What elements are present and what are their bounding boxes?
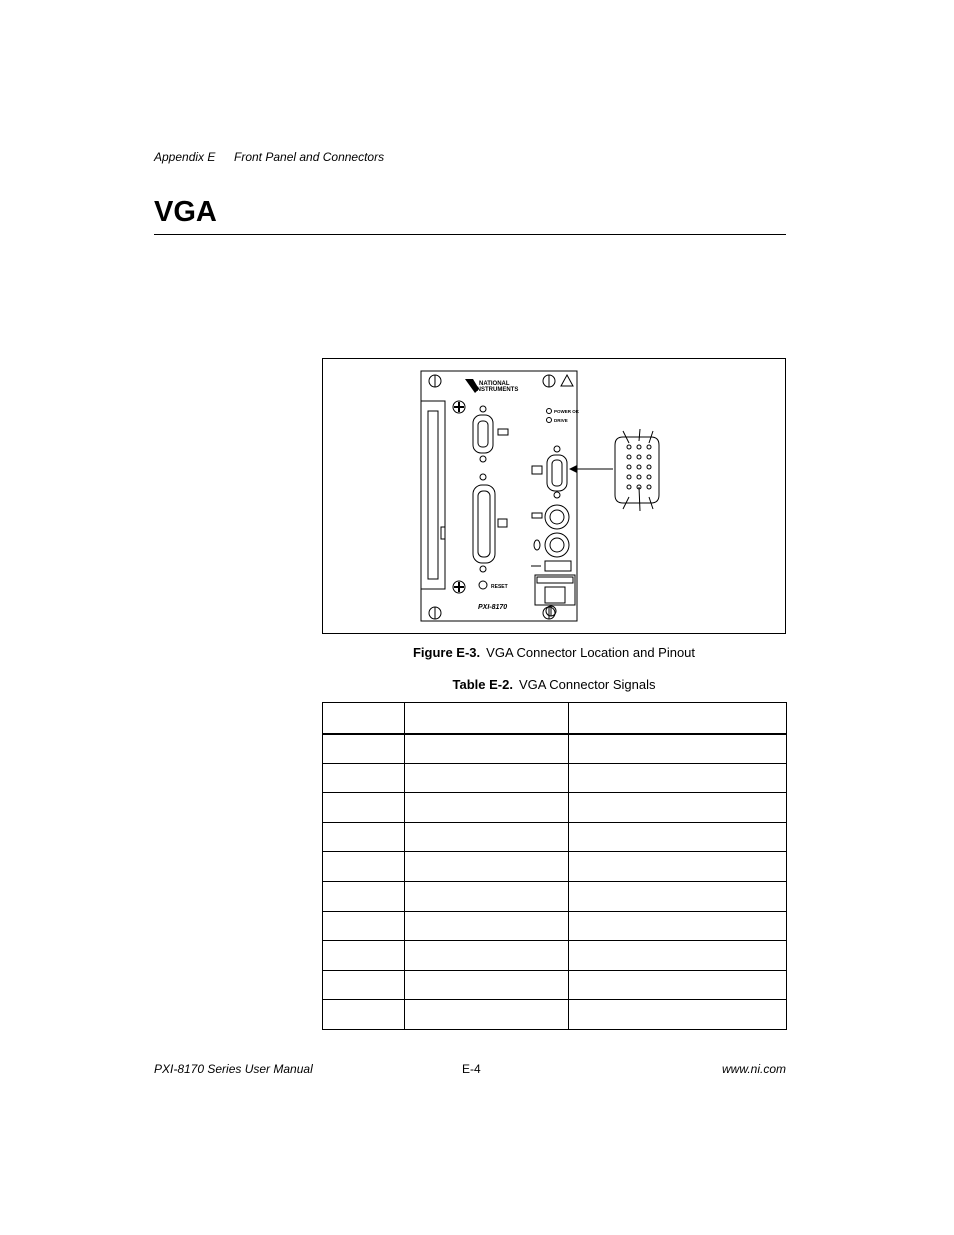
table-cell [323, 822, 405, 852]
appendix-label: Appendix E [154, 150, 216, 164]
front-panel-drawing [323, 359, 785, 633]
table-cell [405, 734, 569, 764]
parallel-connector [473, 474, 495, 572]
table-row [323, 793, 787, 823]
thumbscrew-icon [453, 581, 465, 593]
handle-slot [428, 411, 438, 579]
warning-icon [561, 375, 573, 386]
table-cell [405, 793, 569, 823]
reset-button-drawing [479, 581, 487, 589]
table-cell [569, 793, 787, 823]
keyboard-icon [532, 513, 542, 518]
table-cell [569, 734, 787, 764]
table-row [323, 1000, 787, 1030]
title-rule [154, 234, 786, 235]
figure-caption-text: VGA Connector Location and Pinout [486, 645, 696, 660]
table-cell [569, 1000, 787, 1030]
table-cell [569, 970, 787, 1000]
printer-icon [498, 519, 507, 527]
manual-title: PXI-8170 Series User Manual [154, 1062, 313, 1076]
lower-connector-block [535, 575, 575, 616]
monitor-icon [532, 466, 542, 474]
column-header [569, 703, 787, 734]
com-connector [473, 406, 493, 462]
table-cell [323, 852, 405, 882]
vga-connector [547, 446, 567, 498]
power-ok-label: POWER OK [554, 409, 580, 414]
table-cell [405, 822, 569, 852]
table-cell [323, 1000, 405, 1030]
table-row [323, 822, 787, 852]
table-row [323, 941, 787, 971]
section-title: VGA [154, 196, 217, 228]
table-cell [405, 911, 569, 941]
table-caption [322, 677, 786, 692]
column-header [405, 703, 569, 734]
table-cell [323, 911, 405, 941]
reset-label: RESET [491, 584, 508, 590]
table-cell [323, 734, 405, 764]
table-cell [405, 941, 569, 971]
table-cell [405, 852, 569, 882]
ejector-handle [421, 401, 445, 589]
logo-line1: NATIONAL [479, 381, 510, 387]
table-cell [405, 1000, 569, 1030]
figure-caption-label: Figure E-3. [412, 645, 481, 660]
table-caption-label: Table E-2. [452, 677, 513, 692]
handle-latch [441, 527, 445, 539]
figure-caption [322, 645, 786, 660]
table-cell [405, 970, 569, 1000]
mouse-connector [545, 533, 569, 557]
thumbscrew-icon [453, 401, 465, 413]
drive-label: DRIVE [554, 418, 568, 423]
website-link[interactable]: www.ni.com [721, 1062, 786, 1076]
table-cell [569, 881, 787, 911]
table-row [323, 763, 787, 793]
table-row [323, 881, 787, 911]
com-port-icon [498, 429, 508, 435]
table-cell [569, 822, 787, 852]
power-led [547, 409, 552, 414]
table-cell [323, 793, 405, 823]
panel-model-label: PXI-8170 [478, 604, 508, 611]
table-cell [569, 852, 787, 882]
arrow-head [569, 465, 577, 473]
table-header-row [323, 703, 787, 734]
page-number: E-4 [462, 1062, 481, 1076]
usb-port [545, 561, 571, 571]
table-cell [323, 941, 405, 971]
table-cell [323, 881, 405, 911]
table-cell [405, 763, 569, 793]
mouse-icon [534, 540, 540, 550]
table-cell [323, 763, 405, 793]
table-row [323, 852, 787, 882]
vga-pinout-detail [615, 429, 659, 511]
column-header [323, 703, 405, 734]
table-row [323, 734, 787, 764]
figure-vga-connector [322, 358, 786, 634]
screw-icon [543, 375, 555, 387]
table-row [323, 911, 787, 941]
screw-icon [429, 607, 441, 619]
vga-signals-table [322, 702, 787, 1030]
table-cell [405, 881, 569, 911]
logo-line2: INSTRUMENTS [475, 387, 519, 393]
table-caption-text: VGA Connector Signals [518, 677, 656, 692]
ni-logo [465, 379, 518, 393]
table-row [323, 970, 787, 1000]
keyboard-connector [545, 505, 569, 529]
drive-led [547, 418, 552, 423]
table-cell [569, 941, 787, 971]
table-cell [323, 970, 405, 1000]
table-cell [569, 911, 787, 941]
screw-icon [543, 607, 555, 619]
running-header [154, 150, 385, 164]
chapter-title: Front Panel and Connectors [234, 150, 385, 164]
table-cell [569, 763, 787, 793]
screw-icon [429, 375, 441, 387]
